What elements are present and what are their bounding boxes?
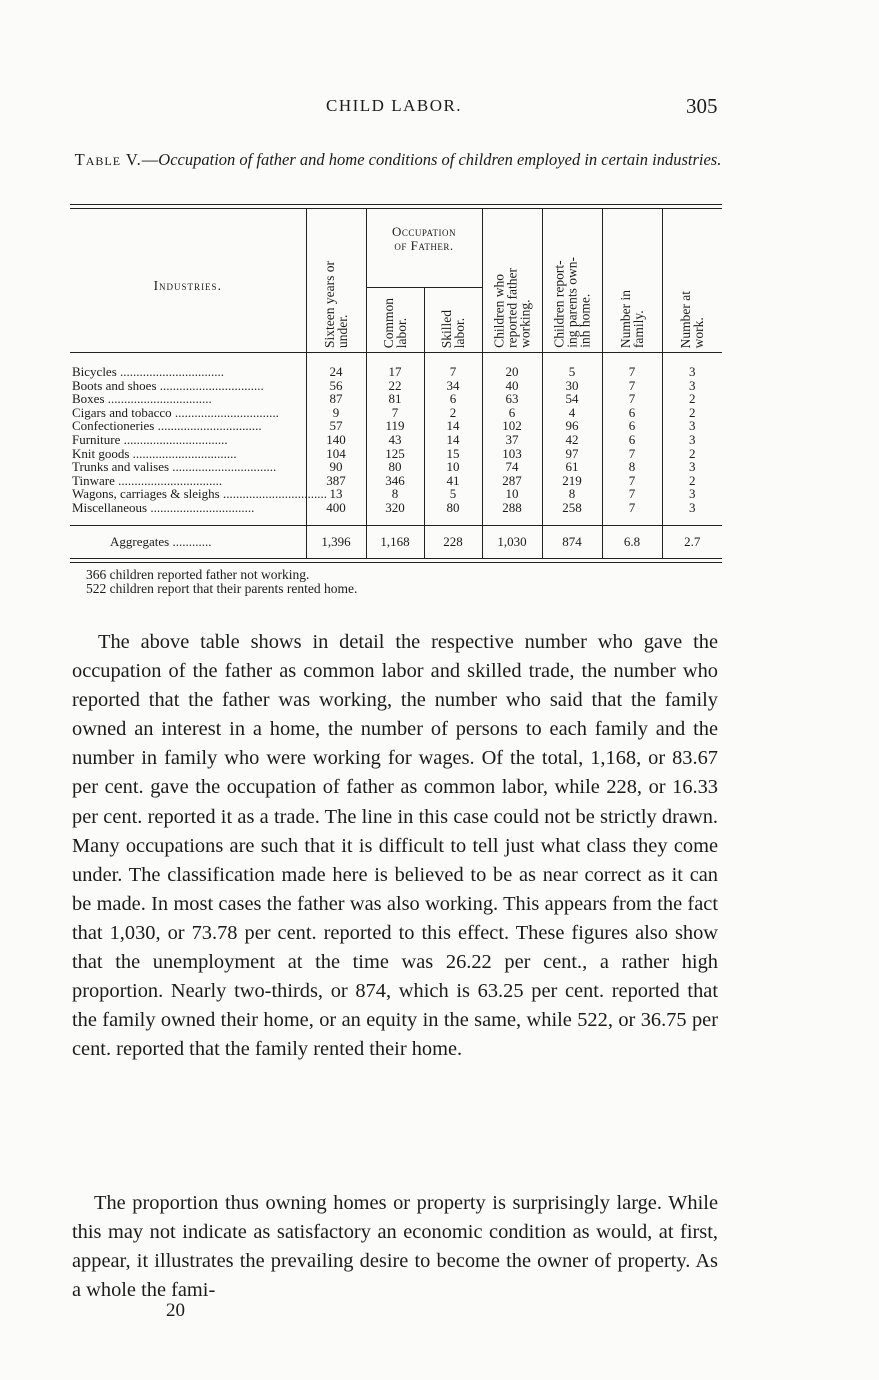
cell-sixteen: 104: [306, 447, 366, 461]
industry-name: Trunks and valises ................................: [72, 459, 277, 475]
cell-skilled: 41: [424, 474, 482, 488]
cell-father-working: 102: [482, 419, 542, 433]
agg-sixteen: 1,396: [306, 525, 366, 558]
cell-family: 7: [602, 379, 662, 393]
cell-family: 7: [602, 487, 662, 501]
cell-skilled: 14: [424, 433, 482, 447]
cell-skilled: 6: [424, 392, 482, 406]
table-caption: Table V.—Occupation of father and home conditions of children employed in certain industries.: [74, 150, 722, 169]
industry-name: Confectioneries ................................: [72, 418, 262, 434]
table-row: [70, 474, 722, 488]
cell-sixteen: 57: [306, 419, 366, 433]
signature-mark: 20: [166, 1300, 185, 1321]
cell-at-work: 3: [662, 487, 722, 501]
cell-common: 125: [366, 447, 424, 461]
body-paragraph: The proportion thus owning homes or property is surprisingly large. While this may not indicate as satisfactory an economic condition as would, at first, appear, it illustrates the prevailing desire to become the owner of property. As a whole the fami-: [72, 1192, 718, 1302]
cell-skilled: 10: [424, 460, 482, 474]
industry-name: Tinware ................................: [72, 472, 223, 488]
cell-father-working: 37: [482, 433, 542, 447]
col-header-skilled: Skilled labor.: [424, 288, 482, 353]
table-row: [70, 406, 722, 420]
cell-family: 6: [602, 406, 662, 420]
cell-family: 7: [602, 447, 662, 461]
cell-common: 346: [366, 474, 424, 488]
cell-sixteen: 9: [306, 406, 366, 420]
cell-own-home: 96: [542, 419, 602, 433]
cell-common: 81: [366, 392, 424, 406]
cell-at-work: 3: [662, 379, 722, 393]
table-row: [70, 379, 722, 393]
cell-common: 22: [366, 379, 424, 393]
cell-at-work: 3: [662, 419, 722, 433]
agg-at-work: 2.7: [662, 525, 722, 558]
industry-name: Boots and shoes ................................: [72, 377, 264, 393]
aggregates-row: Aggregates ............ 1,396 1,168 228 1,030 874 6.8 2.7: [70, 525, 722, 558]
cell-father-working: 103: [482, 447, 542, 461]
col-header-common: Common labor.: [366, 288, 424, 353]
cell-skilled: 80: [424, 501, 482, 525]
agg-skilled: 228: [424, 525, 482, 558]
cell-father-working: 10: [482, 487, 542, 501]
cell-sixteen: 87: [306, 392, 366, 406]
cell-at-work: 2: [662, 474, 722, 488]
table-row: [70, 487, 722, 501]
cell-own-home: 61: [542, 460, 602, 474]
cell-family: 6: [602, 433, 662, 447]
cell-common: 80: [366, 460, 424, 474]
cell-father-working: 40: [482, 379, 542, 393]
agg-family: 6.8: [602, 525, 662, 558]
cell-family: 8: [602, 460, 662, 474]
cell-own-home: 5: [542, 353, 602, 379]
cell-sixteen: 140: [306, 433, 366, 447]
cell-family: 6: [602, 419, 662, 433]
agg-father-working: 1,030: [482, 525, 542, 558]
cell-skilled: 34: [424, 379, 482, 393]
data-table: [70, 209, 722, 558]
table-notes: [86, 568, 357, 596]
cell-own-home: 42: [542, 433, 602, 447]
cell-own-home: 258: [542, 501, 602, 525]
cell-at-work: 2: [662, 406, 722, 420]
cell-skilled: 14: [424, 419, 482, 433]
col-header-own-home: Children report- ing parents own- inh home.: [542, 209, 602, 353]
cell-skilled: 5: [424, 487, 482, 501]
cell-sixteen: 13: [306, 487, 366, 501]
industry-name: Furniture ................................: [72, 431, 228, 447]
table-row: [70, 447, 722, 461]
cell-common: 8: [366, 487, 424, 501]
cell-own-home: 97: [542, 447, 602, 461]
table-row: [70, 392, 722, 406]
cell-family: 7: [602, 392, 662, 406]
table-row: [70, 501, 722, 525]
table-body: [70, 353, 722, 526]
industry-name: Miscellaneous ................................: [72, 499, 255, 515]
page-number: 305: [686, 94, 718, 118]
industry-name: Boxes ................................: [72, 391, 212, 407]
cell-father-working: 288: [482, 501, 542, 525]
table-row: [70, 433, 722, 447]
cell-common: 43: [366, 433, 424, 447]
cell-at-work: 2: [662, 392, 722, 406]
cell-father-working: 74: [482, 460, 542, 474]
industry-name: Cigars and tobacco ................................: [72, 404, 279, 420]
agg-own-home: 874: [542, 525, 602, 558]
table-title: Occupation of father and home conditions of children employed in certain industries.: [158, 150, 722, 169]
cell-sixteen: 387: [306, 474, 366, 488]
industry-name: Knit goods ................................: [72, 445, 237, 461]
cell-skilled: 7: [424, 353, 482, 379]
cell-sixteen: 400: [306, 501, 366, 525]
cell-at-work: 3: [662, 501, 722, 525]
cell-common: 7: [366, 406, 424, 420]
cell-family: 7: [602, 474, 662, 488]
industry-name: Bicycles ................................: [72, 364, 225, 379]
cell-own-home: 4: [542, 406, 602, 420]
aggregates-label: Aggregates: [110, 533, 170, 549]
industry-name: Wagons, carriages & sleighs ................................: [72, 486, 327, 502]
cell-common: 119: [366, 419, 424, 433]
cell-at-work: 3: [662, 433, 722, 447]
cell-father-working: 287: [482, 474, 542, 488]
cell-at-work: 3: [662, 353, 722, 379]
note-line: 522 children report that their parents rented home.: [86, 581, 358, 596]
cell-sixteen: 56: [306, 379, 366, 393]
cell-skilled: 15: [424, 447, 482, 461]
table-row: [70, 460, 722, 474]
bottom-double-rule: [70, 558, 722, 563]
cell-common: 17: [366, 353, 424, 379]
cell-family: 7: [602, 501, 662, 525]
col-header-occupation-of-father: Occupation of Father.: [366, 209, 482, 288]
cell-own-home: 30: [542, 379, 602, 393]
body-paragraph: The above table shows in detail the respective number who gave the occupation of the father as common labor and skilled trade, the number who reported that the father was working, the number who said that the family owned an interest in a home, the number of persons to each family and the number in family who were working for wages. Of the total, 1,168, or 83.67 per cent. gave the occupation of father as common labor, while 228, or 16.33 per cent. reported it as a trade. The line in this case could not be strictly drawn. Many occupations are such that it is difficult to tell just what class they come under. The classification made here is believed to be as near correct as it can be made. In most cases the father was also working. This appears from the fact that 1,030, or 73.78 per cent. reported to this effect. These figures also show that the unemployment at the time was 26.22 per cent., a rather high proportion. Nearly two-thirds, or 874, which is 63.25 per cent. reported that the family owned their home, or an equity in the same, while 522, or 36.75 per cent. reported that the family rented their home.: [72, 631, 718, 1061]
cell-family: 7: [602, 353, 662, 379]
col-header-at-work: Number at work.: [662, 209, 722, 353]
col-header-sixteen: Sixteen years or under.: [306, 209, 366, 353]
table-label: Table V.: [74, 150, 142, 169]
cell-at-work: 2: [662, 447, 722, 461]
note-line: 366 children reported father not working.: [86, 567, 310, 582]
page-header: [0, 96, 879, 124]
col-header-family: Number in family.: [602, 209, 662, 353]
cell-sixteen: 90: [306, 460, 366, 474]
cell-sixteen: 24: [306, 353, 366, 379]
cell-own-home: 54: [542, 392, 602, 406]
cell-father-working: 63: [482, 392, 542, 406]
cell-common: 320: [366, 501, 424, 525]
data-table-container: [70, 204, 722, 563]
cell-father-working: 20: [482, 353, 542, 379]
cell-at-work: 3: [662, 460, 722, 474]
running-title: CHILD LABOR.: [326, 96, 463, 115]
cell-skilled: 2: [424, 406, 482, 420]
cell-own-home: 8: [542, 487, 602, 501]
col-header-father-working: Children who reported father working.: [482, 209, 542, 353]
agg-common: 1,168: [366, 525, 424, 558]
cell-father-working: 6: [482, 406, 542, 420]
table-row: [70, 353, 722, 379]
col-header-industries: Industries.: [70, 209, 306, 353]
table-row: [70, 419, 722, 433]
cell-own-home: 219: [542, 474, 602, 488]
